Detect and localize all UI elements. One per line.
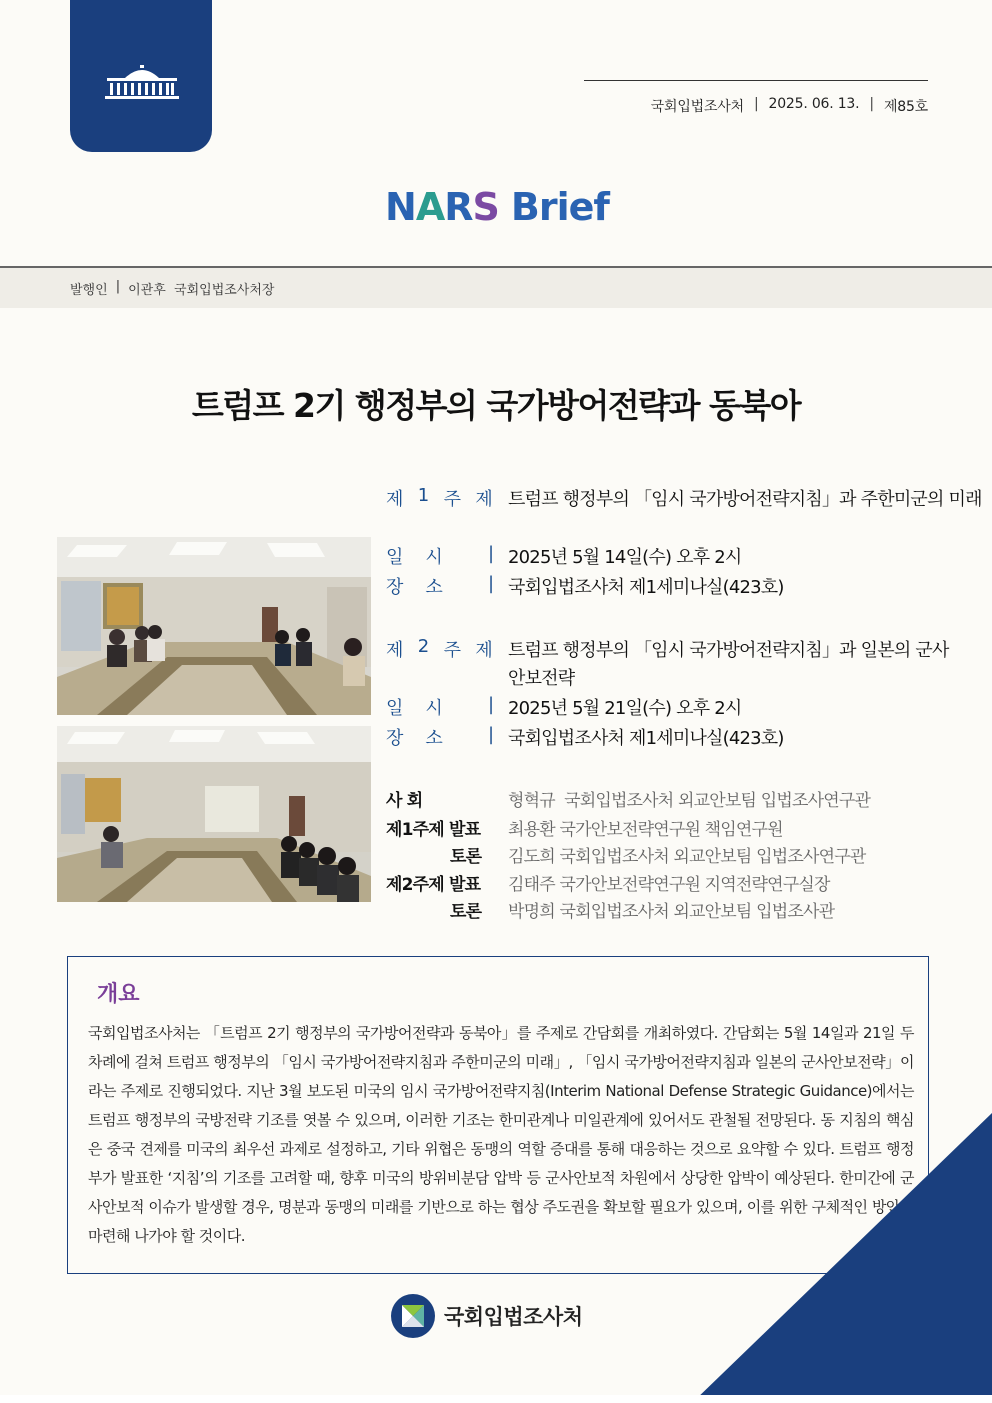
participant-row	[386, 870, 946, 894]
label-char: 소	[425, 577, 442, 598]
separator: |	[488, 724, 494, 745]
participant-row	[386, 842, 946, 866]
summary-body: 국회입법조사처는 「트럼프 2기 행정부의 국가방어전략과 동북아」를 주제로 간담회를 개최하였다. 간담회는 5월 14일과 21일 두 차례에 걸쳐 트럼프 행정부의 「임시 국가방어전략지침과 주한미군의 미래」, 「임시 국가방어전략지침과 일본의 군사안보전략」이라는 주제로 진행되었다. 지난 3월 보도된 미국의 임시 국가방어전략지침(Interim National Defense Strategic Guidance)에서는 트럼프 행정부의 국방전략 기조를 엿볼 수 있으며, 이러한 기조는 한미관계나 미일관계에 있어서도 관철될 전망된다. 동 지침의 핵심은 중국 견제를 미국의 최우선 과제로 설정하고, 기타 위협은 동맹의 역할 증대를 통해 대응하는 것으로 요약할 수 있다. 트럼프 행정부가 발표한 ‘지침’의 기조를 고려할 때, 향후 미국의 방위비분담 압박 등 군사안보적 차원에서 상당한 압박이 예상된다. 한미간에 군사안보적 이슈가 발생할 경우, 명분과 동맹의 미래를 기반으로 하는 협상 주도권을 확보할 필요가 있으며, 이를 위한 구체적인 방안을 마련해 나가야 할 것이다.	[88, 1024, 914, 1245]
participant-role: 사 회	[386, 791, 423, 811]
label-char: 제	[386, 489, 403, 510]
meeting-photo-1	[57, 537, 371, 715]
label-char: 주	[443, 489, 461, 510]
logo-letter: S	[472, 185, 499, 229]
label-char: 제	[475, 640, 492, 661]
session1-date-row	[386, 543, 946, 567]
issue-org: 국회입법조사처	[650, 99, 744, 115]
header-tab	[70, 0, 212, 152]
label-char: 시	[425, 698, 442, 719]
issue-number: 제85호	[883, 99, 928, 115]
date-label	[386, 694, 442, 720]
session2-place: 국회입법조사처 제1세미나실(423호)	[508, 728, 784, 749]
participant-name: 김태주 국가안보전략연구원 지역전략연구실장	[508, 875, 830, 895]
corner-triangle	[692, 1113, 992, 1403]
publisher-name: 이관후 국회입법조사처장	[128, 283, 275, 298]
page-title: 트럼프 2기 행정부의 국가방어전략과 동북아	[191, 386, 801, 425]
participant-row	[386, 786, 946, 810]
label-char: 1	[417, 485, 429, 506]
publisher-line	[70, 279, 274, 298]
meeting-photo-2	[57, 726, 371, 902]
session2-topic-row2	[386, 664, 946, 688]
place-label	[386, 573, 442, 599]
bottom-strip	[0, 1395, 992, 1403]
topic-label	[386, 485, 492, 511]
logo-letter: A	[415, 185, 445, 229]
label-char: 시	[425, 547, 442, 568]
footer-org-name: 국회입법조사처	[444, 1305, 583, 1329]
header-rule	[584, 80, 928, 81]
place-label	[386, 724, 442, 750]
issue-info	[651, 96, 928, 116]
logo-letter: R	[444, 185, 473, 229]
session1-place-row	[386, 573, 946, 597]
label-char: 장	[386, 577, 403, 598]
footer-logo	[390, 1290, 618, 1342]
label-char: 장	[386, 728, 403, 749]
logo-brief: Brief	[510, 185, 609, 229]
session1-topic: 트럼프 행정부의 「임시 국가방어전략지침」과 주한미군의 미래	[508, 489, 982, 510]
participant-role: 제2주제 발표	[386, 875, 481, 895]
session1-topic-row	[386, 485, 982, 510]
label-char: 일	[386, 698, 403, 719]
separator: |	[115, 279, 121, 294]
participant-row	[386, 815, 946, 839]
label-char: 일	[386, 547, 403, 568]
label-char: 제	[475, 489, 492, 510]
label-char: 주	[443, 640, 461, 661]
national-assembly-icon	[103, 64, 181, 100]
separator: |	[488, 573, 494, 594]
participant-name: 형혁규 국회입법조사처 외교안보팀 입법조사연구관	[508, 791, 871, 811]
session2-date-row	[386, 694, 946, 718]
participant-role: 제1주제 발표	[386, 820, 481, 840]
session2-date: 2025년 5월 21일(수) 오후 2시	[508, 698, 742, 719]
logo-letter: N	[385, 185, 416, 229]
session2-topic-cont: 안보전략	[508, 668, 575, 689]
summary-heading: 개요	[97, 982, 140, 1007]
separator: |	[488, 543, 494, 564]
label-char: 제	[386, 640, 403, 661]
session2-place-row	[386, 724, 946, 748]
topic-label	[386, 636, 492, 662]
nars-brief-logo	[385, 185, 609, 231]
publisher-label: 발행인	[70, 283, 108, 298]
participant-role: 토론	[450, 902, 482, 922]
session2-topic-row	[386, 636, 949, 661]
participant-name: 최용환 국가안보전략연구원 책임연구원	[508, 820, 783, 840]
label-char: 소	[425, 728, 442, 749]
nars-emblem-icon	[390, 1293, 436, 1339]
session1-date: 2025년 5월 14일(수) 오후 2시	[508, 547, 742, 568]
separator: |	[488, 694, 494, 715]
participant-role: 토론	[450, 847, 482, 867]
separator: |	[753, 96, 759, 112]
participant-name: 김도희 국회입법조사처 외교안보팀 입법조사연구관	[508, 847, 866, 867]
issue-date: 2025. 06. 13.	[768, 96, 860, 112]
separator: |	[869, 96, 874, 112]
date-label	[386, 543, 442, 569]
participant-name: 박명희 국회입법조사처 외교안보팀 입법조사관	[508, 902, 835, 922]
participant-row	[386, 897, 946, 921]
label-char: 2	[417, 636, 429, 657]
session2-topic: 트럼프 행정부의 「임시 국가방어전략지침」과 일본의 군사	[508, 640, 949, 661]
session1-place: 국회입법조사처 제1세미나실(423호)	[508, 577, 784, 598]
